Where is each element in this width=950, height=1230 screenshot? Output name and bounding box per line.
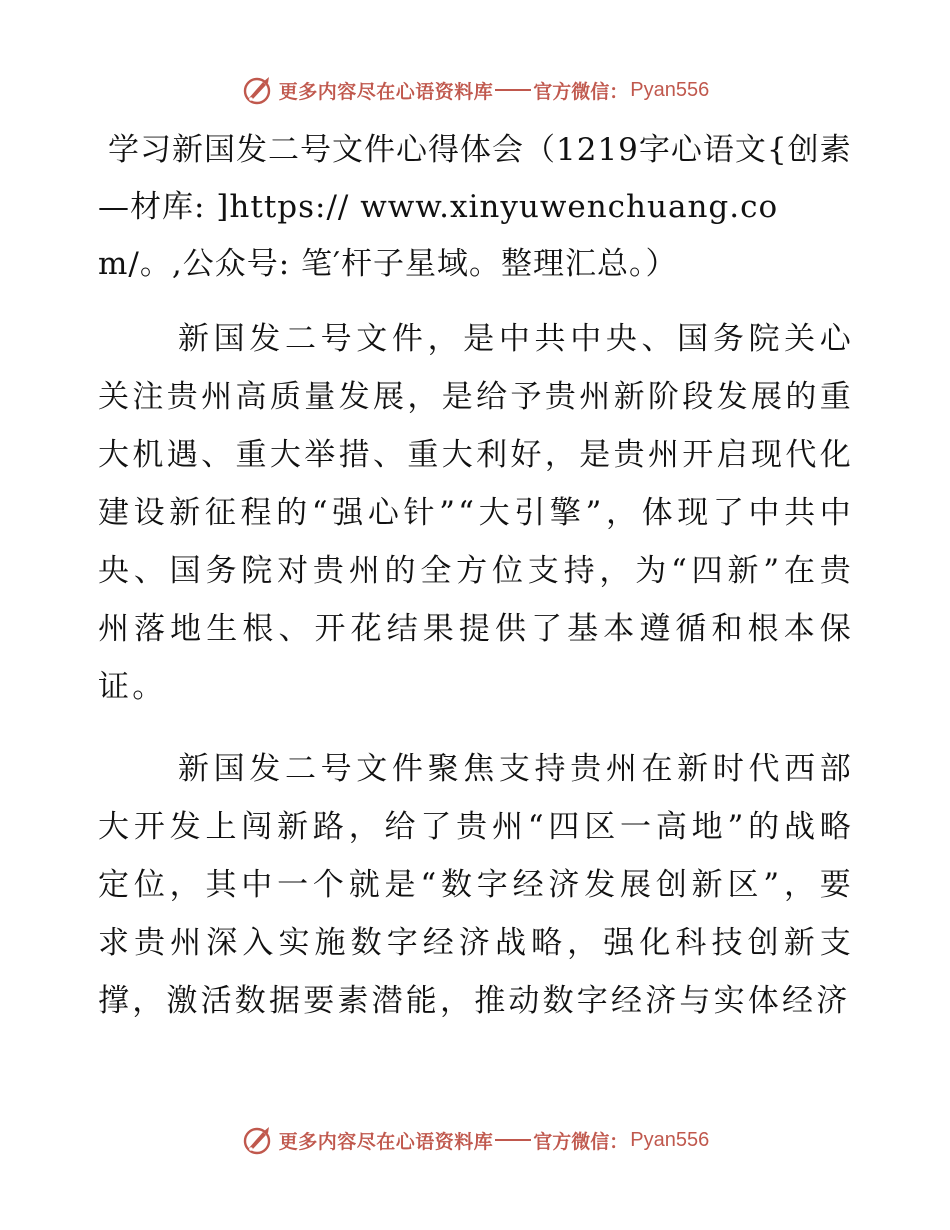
- banner-separator: [495, 89, 531, 91]
- banner-site-text: 更多内容尽在心语资料库: [278, 80, 494, 103]
- paragraph-2: 新国发二号文件聚焦支持贵州在新时代西部大开发上闯新路，给了贵州“四区一高地”的战略定位，其中一个就是“数字经济发展创新区”，要求贵州深入实施数字经济战略，强化科技创新支撑，激活数据要素潜能，推动数字经济与实体经济: [98, 751, 854, 1019]
- quill-logo-icon: [241, 74, 273, 106]
- banner-separator: [495, 1139, 531, 1141]
- banner-wechat-id: Pyan556: [630, 78, 710, 101]
- banner-wechat-id: Pyan556: [630, 1128, 710, 1151]
- header-banner: [0, 70, 950, 110]
- banner-wechat-label: 官方微信：: [533, 1130, 629, 1153]
- banner-site-text: 更多内容尽在心语资料库: [278, 1130, 494, 1153]
- paragraph-1: 新国发二号文件，是中共中央、国务院关心关注贵州高质量发展，是给予贵州新阶段发展的重大机遇、重大举措、重大利好，是贵州开启现代化建设新征程的“强心针”“大引擎”，体现了中共中央、国务院对贵州的全方位支持，为“四新”在贵州落地生根、开花结果提供了基本遵循和根本保证。: [98, 321, 854, 705]
- quill-logo-icon: [241, 1124, 273, 1156]
- document-body: [98, 122, 854, 1030]
- banner-wechat-label: 官方微信：: [533, 80, 629, 103]
- document-title: 学习新国发二号文件心得体会（1219字心语文{创素—材库: ]https:// www.xinyuwenchuang.com/。,公众号: 笔′杆子星域。整理汇总。）: [98, 132, 852, 282]
- footer-banner: [0, 1120, 950, 1160]
